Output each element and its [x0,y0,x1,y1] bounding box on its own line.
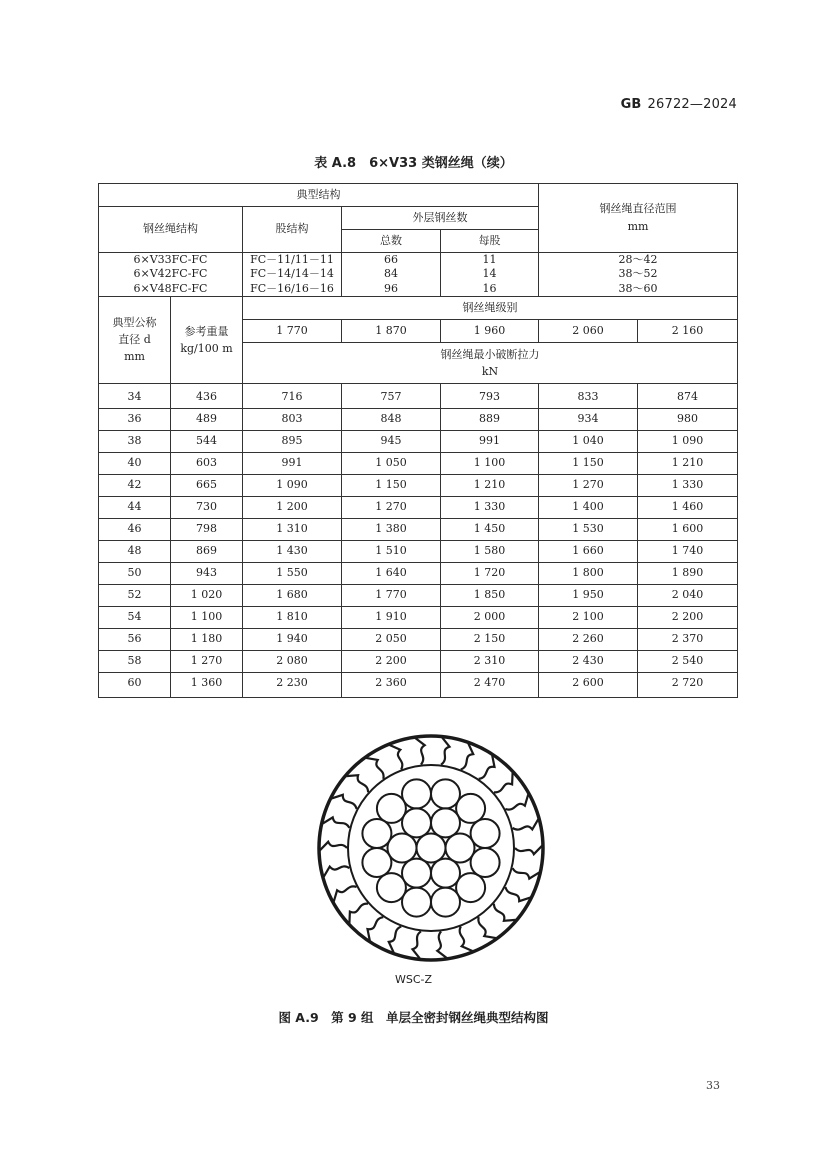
table-cell: 1 310 [243,518,342,540]
table-cell: 889 [441,408,539,430]
ref-weight-header [171,296,243,383]
z-wire-boundary [460,927,473,952]
strand-structure-value: FC－14/14－14 [250,267,334,281]
diameter-range-value: 38～60 [618,281,658,295]
table-cell: 2 050 [342,628,441,650]
table-cell: 1 210 [441,474,539,496]
table-cell: 1 180 [171,628,243,650]
table-row [99,562,738,584]
table-row [99,518,738,540]
table-cell: 1 270 [342,496,441,518]
table-row [99,430,738,452]
per-strand-header: 每股 [441,230,539,253]
z-wire-boundary [494,773,513,793]
table-cell: 2 080 [243,650,342,672]
total-value: 66 [384,253,398,266]
table-cell: 603 [171,452,243,474]
diameter-range-unit: mm [627,220,649,233]
table-cell: 895 [243,430,342,452]
table-cell: 730 [171,496,243,518]
table-cell: 848 [342,408,441,430]
table-cell: 2 260 [539,628,638,650]
outer-round-wire [377,873,406,902]
typical-structure-header: 典型结构 [99,184,539,207]
z-wire-boundary [505,795,528,810]
table-row [99,452,738,474]
table-cell: 803 [243,408,342,430]
strand-structure-header: 股结构 [243,207,342,253]
z-wire-boundary [441,738,449,765]
table-cell: 1 450 [441,518,539,540]
table-cell: 1 600 [638,518,738,540]
table-cell: 1 150 [539,452,638,474]
table-cell: 945 [342,430,441,452]
z-wire-boundary [478,917,496,938]
total-value: 84 [384,267,398,281]
z-wire-boundary [366,758,384,779]
data-rows [99,383,738,697]
z-wire-boundary [513,868,540,879]
table-cell: 1 090 [243,474,342,496]
per-strand-value: 14 [482,267,497,281]
table-cell: 2 230 [243,672,342,697]
table-row [99,474,738,496]
table-cell: 793 [441,383,539,408]
outer-round-wire [456,873,485,902]
table-cell: 1 940 [243,628,342,650]
table-cell: 2 370 [638,628,738,650]
table-cell: 1 770 [342,584,441,606]
outer-round-wire [362,848,391,877]
table-cell: 2 720 [638,672,738,697]
table-title: 表 A.8 6×V33 类钢丝绳（续） [314,156,513,171]
table-cell: 991 [243,452,342,474]
table-row [99,672,738,697]
nominal-diameter-label-2: 直径 d [118,333,151,347]
breaking-force-label: 钢丝绳最小破断拉力 [440,347,540,361]
table-cell: 1 090 [638,430,738,452]
z-wire-boundary [479,755,495,779]
diameter-range-value: 38～52 [618,267,658,281]
table-cell: 869 [171,540,243,562]
table-cell: 46 [99,518,171,540]
z-wire-boundary [323,817,350,828]
z-wire-boundary [415,738,424,765]
z-wire-boundary [515,846,542,854]
table-cell: 1 210 [638,452,738,474]
table-cell: 48 [99,540,171,562]
table-cell: 1 680 [243,584,342,606]
table-cell: 1 430 [243,540,342,562]
table-cell: 716 [243,383,342,408]
outer-round-wire [402,779,431,808]
core-wire [417,834,446,863]
z-wire-boundary [413,931,421,958]
table-cell: 50 [99,562,171,584]
rope-structure-cell [99,253,243,297]
outer-round-wire [402,888,431,917]
table-cell: 943 [171,562,243,584]
table-cell: 1 510 [342,540,441,562]
outer-wire-count-header: 外层钢丝数 [342,207,539,230]
grade-value: 2 060 [539,319,638,342]
total-header: 总数 [342,230,441,253]
table-cell: 1 270 [171,650,243,672]
total-value: 96 [384,281,398,295]
z-wire-boundary [513,819,539,829]
table-cell: 2 360 [342,672,441,697]
table-row [99,650,738,672]
inner-round-wire [402,859,431,888]
table-cell: 1 400 [539,496,638,518]
z-wire-boundary [437,931,446,958]
table-cell: 1 660 [539,540,638,562]
table-cell: 2 600 [539,672,638,697]
table-cell: 757 [342,383,441,408]
table-cell: 60 [99,672,171,697]
table-cell: 1 020 [171,584,243,606]
table-row [99,383,738,408]
table-cell: 2 540 [638,650,738,672]
standard-code [621,97,737,112]
table-row [99,540,738,562]
diameter-range-value: 28～42 [618,253,658,266]
table-cell: 1 040 [539,430,638,452]
table-cell: 1 100 [441,452,539,474]
diameter-range-cell [539,253,738,297]
z-wire-boundary [332,795,357,809]
table-cell: 1 200 [243,496,342,518]
standard-number: 26722—2024 [647,97,737,112]
breaking-force-header [243,342,738,383]
table-cell: 58 [99,650,171,672]
z-wire-boundary [334,886,357,901]
table-cell: 2 310 [441,650,539,672]
per-strand-value: 16 [482,281,497,295]
table-cell: 1 550 [243,562,342,584]
table-cell: 1 150 [342,474,441,496]
table-cell: 665 [171,474,243,496]
table-cell: 1 530 [539,518,638,540]
wsc-z-cross-section-figure [316,733,546,963]
z-wire-boundary [494,904,516,921]
outer-round-wire [471,848,500,877]
z-wire-boundary [505,887,530,901]
table-cell: 42 [99,474,171,496]
strand-structure-cell [243,253,342,297]
table-cell: 991 [441,430,539,452]
per-strand-cell [441,253,539,297]
outer-round-wire [377,794,406,823]
table-cell: 34 [99,383,171,408]
table-cell: 980 [638,408,738,430]
nominal-diameter-label-1: 典型公称 [112,316,157,330]
table-cell: 874 [638,383,738,408]
rope-structure-header: 钢丝绳结构 [99,207,243,253]
outer-rope-boundary [319,736,543,960]
table-row [99,496,738,518]
strand-structure-value: FC－16/16－16 [250,281,334,295]
table-row [99,628,738,650]
table-cell: 2 040 [638,584,738,606]
z-wire-boundary [324,866,350,876]
table-cell: 1 380 [342,518,441,540]
figure-title: 图 A.9 第 9 组 单层全密封钢丝绳典型结构图 [278,1010,549,1025]
table-cell: 489 [171,408,243,430]
strand-structure-value: FC－11/11－11 [250,253,334,266]
inner-round-wire [431,808,460,837]
table-cell: 2 200 [342,650,441,672]
table-cell: 833 [539,383,638,408]
outer-round-wire [362,819,391,848]
table-cell: 38 [99,430,171,452]
nominal-diameter-unit: mm [124,350,145,364]
table-cell: 1 910 [342,606,441,628]
table-cell: 1 720 [441,562,539,584]
wire-rope-table [98,183,738,698]
inner-round-wire [446,834,475,863]
inner-round-wire [388,834,417,863]
grade-value: 1 770 [243,319,342,342]
table-cell: 1 580 [441,540,539,562]
inner-round-wire [402,808,431,837]
rope-structure-value: 6×V48FC-FC [133,281,208,295]
z-wire-boundary [347,775,369,792]
z-wire-boundary [320,842,347,850]
table-cell: 52 [99,584,171,606]
per-strand-value: 11 [482,253,497,266]
z-wire-boundary [368,917,384,941]
table-cell: 544 [171,430,243,452]
table-cell: 1 360 [171,672,243,697]
table-cell: 1 050 [342,452,441,474]
outer-round-wire [431,779,460,808]
table-cell: 1 890 [638,562,738,584]
table-cell: 2 470 [441,672,539,697]
outer-round-wire [431,888,460,917]
rope-structure-value: 6×V42FC-FC [133,267,208,281]
table-cell: 40 [99,452,171,474]
table-cell: 2 000 [441,606,539,628]
diameter-range-header [539,184,738,253]
table-cell: 1 460 [638,496,738,518]
z-wire-boundary [389,927,401,953]
diameter-range-label: 钢丝绳直径范围 [599,201,677,215]
figure-caption: WSC-Z [394,973,433,986]
z-wire-boundary [349,904,368,924]
table-cell: 2 150 [441,628,539,650]
nominal-diameter-header [99,296,171,383]
outer-round-wire [456,794,485,823]
table-cell: 1 330 [441,496,539,518]
table-row [99,584,738,606]
ref-weight-label: 参考重量 [184,324,229,338]
table-cell: 1 810 [243,606,342,628]
table-cell: 54 [99,606,171,628]
z-wire-boundary [390,745,403,770]
table-cell: 2 100 [539,606,638,628]
standard-prefix: GB [620,97,642,112]
grade-value: 1 870 [342,319,441,342]
table-row [99,408,738,430]
breaking-force-unit: kN [481,364,499,378]
rope-structure-value: 6×V33FC-FC [133,253,208,266]
table-cell: 1 950 [539,584,638,606]
outer-round-wire [471,819,500,848]
table-cell: 36 [99,408,171,430]
z-wire-boundary [461,743,473,769]
total-cell [342,253,441,297]
table-cell: 798 [171,518,243,540]
table-cell: 2 200 [638,606,738,628]
grade-value: 2 160 [638,319,738,342]
table-cell: 1 850 [441,584,539,606]
table-cell: 1 800 [539,562,638,584]
inner-round-wire [431,859,460,888]
grade-value: 1 960 [441,319,539,342]
table-cell: 2 430 [539,650,638,672]
table-cell: 1 100 [171,606,243,628]
table-cell: 1 640 [342,562,441,584]
table-cell: 1 270 [539,474,638,496]
ref-weight-unit: kg/100 m [180,341,233,355]
table-cell: 1 740 [638,540,738,562]
grade-header: 钢丝绳级别 [243,296,738,319]
table-cell: 934 [539,408,638,430]
page-number: 33 [706,1079,720,1092]
table-row [99,606,738,628]
table-cell: 56 [99,628,171,650]
table-cell: 436 [171,383,243,408]
table-cell: 1 330 [638,474,738,496]
table-cell: 44 [99,496,171,518]
